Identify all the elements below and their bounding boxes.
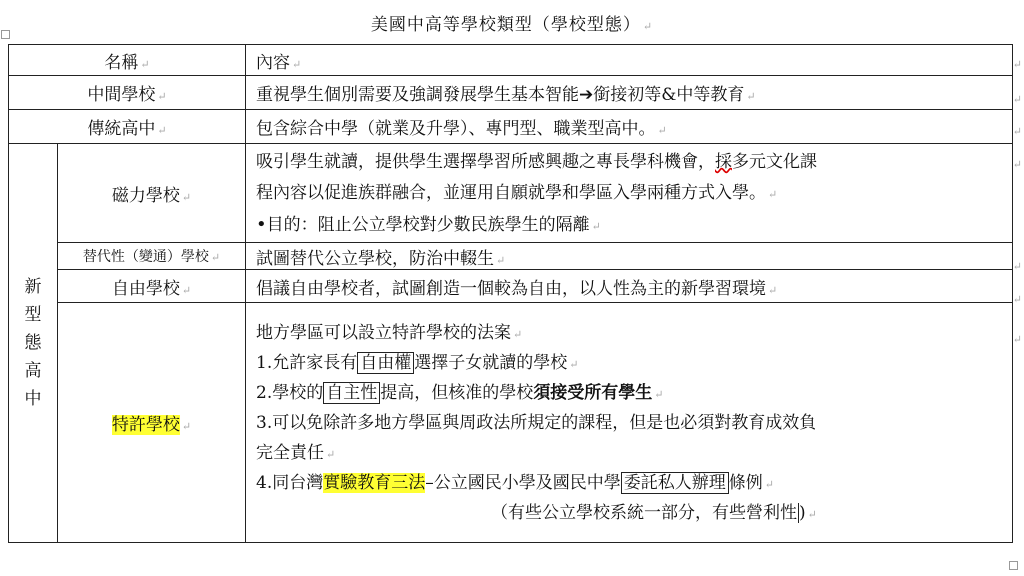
table-row-traditional xyxy=(9,110,1013,144)
content-text: 程內容以促進族群融合，並運用自願就學和學區入學兩種方式入學。 xyxy=(256,182,766,203)
text-cursor xyxy=(798,503,799,523)
row-name: 傳統高中 xyxy=(87,119,156,139)
header-name-cell xyxy=(9,45,246,76)
paragraph-mark: ↵ xyxy=(181,283,192,297)
table-row-free xyxy=(9,270,1013,303)
paragraph-mark: ↵ xyxy=(181,420,192,433)
paragraph-mark: ↵ xyxy=(746,90,756,103)
content-cell xyxy=(246,303,1013,543)
content-text: 2.學校的 xyxy=(256,382,324,403)
row-name: 自由學校 xyxy=(111,278,180,299)
row-end-mark: ↵ xyxy=(1012,58,1022,71)
spellcheck-text: 採 xyxy=(715,151,732,172)
content-line xyxy=(256,209,1008,240)
highlighted-text: 實驗教育三法 xyxy=(323,472,426,493)
content-text: 多元文化課 xyxy=(732,151,817,172)
content-text: 提高，但核准的學校 xyxy=(380,382,534,403)
paragraph-mark: ↵ xyxy=(292,57,302,71)
new-type-group-cell xyxy=(9,144,58,543)
content-line xyxy=(256,348,1008,378)
bold-text: 須接受所有學生 xyxy=(533,382,653,403)
content-text: 選擇子女就讀的學校 xyxy=(414,352,568,373)
content-text: （有些公立學校系統一部分，有些營利性 xyxy=(491,502,797,523)
content-cell xyxy=(246,76,1013,110)
row-end-mark: ↵ xyxy=(1012,158,1022,171)
name-cell xyxy=(9,76,246,110)
content-text: 條例 xyxy=(728,472,763,493)
content-text: 重視學生個別需要及強調發展學生基本智能 xyxy=(256,85,579,105)
paragraph-mark: ↵ xyxy=(496,253,506,267)
paragraph-mark: ↵ xyxy=(591,219,601,233)
paragraph-mark: ↵ xyxy=(657,124,667,137)
name-cell xyxy=(58,270,246,303)
bullet-icon: • xyxy=(256,213,267,235)
row-end-mark: ↵ xyxy=(1012,293,1022,306)
content-line xyxy=(256,378,1008,408)
content-text: 3.可以免除許多地方學區與周政法所規定的課程，但是也必須對教育成效負 xyxy=(256,412,817,433)
table-row-middle-school xyxy=(9,76,1013,110)
new-type-group-label: 新型態高中 xyxy=(24,277,42,409)
boxed-term: 委託私人辦理 xyxy=(621,472,729,494)
document-title-text: 美國中高等學校類型（學校型態） xyxy=(370,15,641,35)
content-text: 倡議自由學校者，試圖創造一個較為自由，以人性為主的新學習環境 xyxy=(256,278,766,299)
content-text: 地方學區可以設立特許學校的法案 xyxy=(256,322,511,343)
content-cell xyxy=(246,110,1013,144)
school-types-table xyxy=(8,44,1013,543)
paragraph-mark: ↵ xyxy=(181,190,192,204)
content-text: 試圖替代公立學校，防治中輟生 xyxy=(256,248,494,269)
table-header-row xyxy=(9,45,1013,76)
document-title xyxy=(0,10,1024,35)
paragraph-mark: ↵ xyxy=(326,447,336,461)
name-cell xyxy=(58,144,246,243)
paragraph-mark: ↵ xyxy=(569,357,579,371)
name-cell xyxy=(58,303,246,543)
content-text: –公立國民小學及國民中學 xyxy=(425,472,621,493)
table-row-alternative xyxy=(9,243,1013,270)
table-row-charter xyxy=(9,303,1013,543)
content-line: （有些公立學校系統一部分，有些營利性 ) ↵ xyxy=(491,502,817,523)
paragraph-mark: ↵ xyxy=(642,20,654,33)
content-text: 4.同台灣 xyxy=(256,472,324,493)
paragraph-mark: ↵ xyxy=(807,507,817,521)
content-cell xyxy=(246,243,1013,270)
row-end-mark: ↵ xyxy=(1012,125,1022,138)
paragraph-mark: ↵ xyxy=(768,187,778,201)
content-text: 1.允許家長有 xyxy=(256,352,358,373)
content-line xyxy=(256,318,1008,348)
row-name: 磁力學校 xyxy=(111,185,180,206)
boxed-term: 自由權 xyxy=(357,352,414,374)
paragraph-mark: ↵ xyxy=(513,327,523,341)
row-end-mark: ↵ xyxy=(1012,93,1022,106)
boxed-term: 自主性 xyxy=(323,382,380,404)
content-text: 完全責任 xyxy=(256,442,324,463)
content-line xyxy=(256,178,1008,209)
name-cell xyxy=(58,243,246,270)
content-line xyxy=(256,438,1008,468)
content-line xyxy=(256,468,1008,498)
content-text: 包含綜合中學（就業及升學）、專門型、職業型高中。 xyxy=(256,119,656,139)
page-corner-mark xyxy=(1009,561,1018,570)
content-cell xyxy=(246,144,1013,243)
header-content: 內容 xyxy=(256,52,290,73)
header-name: 名稱 xyxy=(104,52,139,73)
row-name: 中間學校 xyxy=(87,85,156,105)
content-line xyxy=(256,147,1008,178)
table-row-magnet xyxy=(9,144,1013,243)
row-end-mark: ↵ xyxy=(1012,260,1022,273)
paragraph-mark: ↵ xyxy=(654,387,664,401)
row-name: 替代性（變通）學校 xyxy=(82,249,209,265)
content-text: 銜接初等&中等教育 xyxy=(593,85,745,105)
content-text: 吸引學生就讀，提供學生選擇學習所感興趣之專長學科機會， xyxy=(256,151,715,172)
row-name-highlighted: 特許學校 xyxy=(111,415,180,435)
paragraph-mark: ↵ xyxy=(157,90,167,103)
arrow-icon: ➔ xyxy=(579,85,594,105)
header-content-cell xyxy=(246,45,1013,76)
paragraph-mark: ↵ xyxy=(140,57,150,71)
content-text: 目的：阻止公立學校對少數民族學生的隔離 xyxy=(266,214,590,235)
content-line xyxy=(256,408,1008,438)
row-end-mark: ↵ xyxy=(1012,333,1022,346)
paragraph-mark: ↵ xyxy=(768,283,778,297)
paragraph-mark: ↵ xyxy=(210,251,221,264)
paragraph-mark: ↵ xyxy=(157,124,167,137)
paragraph-mark: ↵ xyxy=(764,477,774,491)
name-cell xyxy=(9,110,246,144)
content-cell xyxy=(246,270,1013,303)
